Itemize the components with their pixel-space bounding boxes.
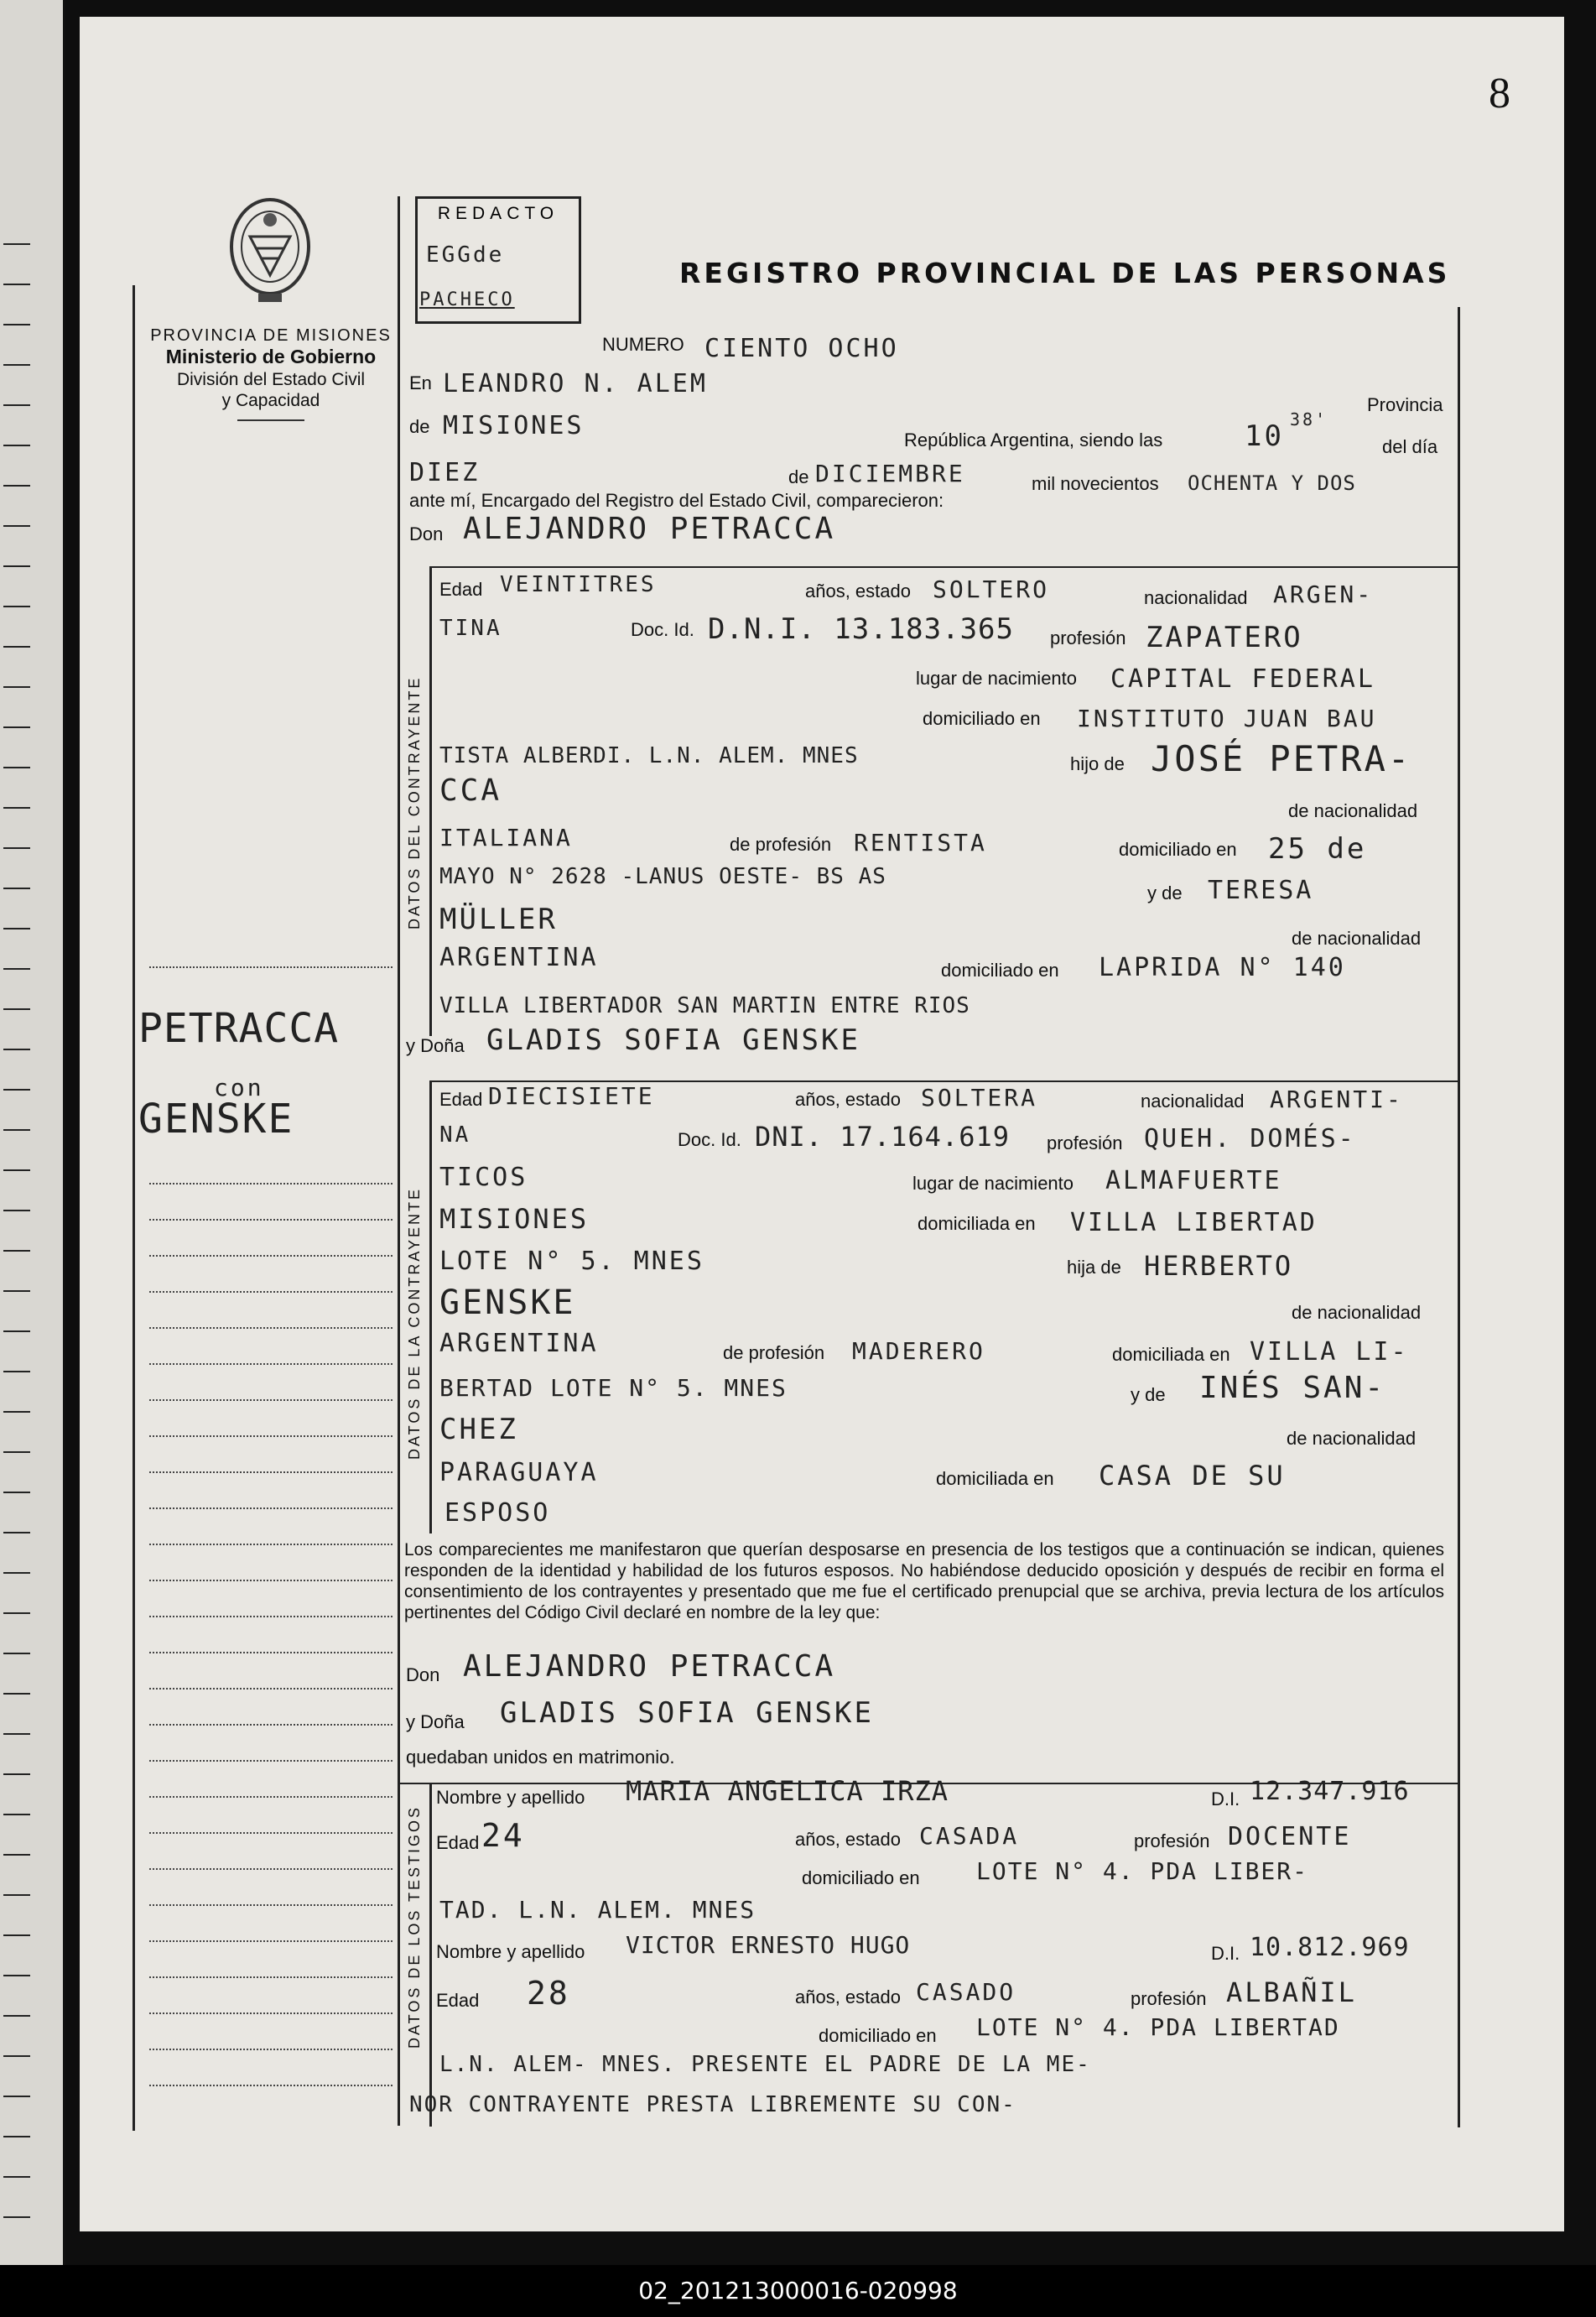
margin-dotted-line [149, 1219, 393, 1221]
gutter-tick [3, 767, 30, 768]
lugar-nac-label-2: lugar de nacimiento [912, 1173, 1074, 1194]
gutter-tick [3, 2216, 30, 2218]
lugar-nac-label: lugar de nacimiento [916, 668, 1078, 689]
contrayenta-nac: ARGENTI- [1270, 1086, 1403, 1113]
testigo1-di: 12.347.916 [1250, 1777, 1410, 1806]
gutter-tick [3, 1049, 30, 1050]
contrayenta-lugar-nac-2: MISIONES [439, 1203, 590, 1235]
de-nac-label-1: de nacionalidad [1288, 800, 1418, 821]
margin-dotted-line [149, 1183, 393, 1185]
margin-dotted-line [149, 1435, 393, 1437]
padre2-dom: VILLA LI- [1250, 1337, 1409, 1367]
quedaban-label: quedaban unidos en matrimonio. [406, 1747, 675, 1768]
madre2-nac: PARAGUAYA [439, 1458, 599, 1487]
profesion-label-4: profesión [1131, 1988, 1207, 2009]
testigo2-nombre: VICTOR ERNESTO HUGO [626, 1931, 911, 1959]
gutter-tick [3, 1975, 30, 1976]
margin-dotted-line [149, 1616, 393, 1617]
margin-dotted-line [149, 1940, 393, 1942]
padre-dom: 25 de [1268, 832, 1367, 866]
contrayente-estado: SOLTERO [933, 575, 1050, 603]
madre-dom-label: domiciliado en [941, 960, 1059, 981]
gutter-tick [3, 243, 30, 245]
padre2-name: HERBERTO [1144, 1250, 1294, 1282]
padre-name: JOSÉ PETRA- [1151, 738, 1412, 779]
don-label: Don [409, 523, 444, 544]
contrayenta-block-rule [429, 1080, 432, 1533]
madre2-name: INÉS SAN- [1199, 1371, 1386, 1405]
contrayente-nac: ARGEN- [1273, 581, 1374, 608]
issuing-authority [141, 325, 401, 421]
domiciliada-label: domiciliada en [918, 1213, 1036, 1234]
nacionalidad-label: nacionalidad [1144, 587, 1248, 608]
margin-dotted-line [149, 1760, 393, 1762]
gutter-tick [3, 1894, 30, 1896]
margin-dotted-line [149, 1255, 393, 1257]
gutter-tick [3, 565, 30, 567]
padre2-dom-label: domiciliada en [1112, 1344, 1230, 1365]
province-name: PROVINCIA DE MISIONES [150, 326, 392, 345]
testigo1-dom-label: domiciliado en [802, 1867, 920, 1888]
margin-dotted-line [149, 1291, 393, 1293]
madre-dom-2: VILLA LIBERTADOR SAN MARTIN ENTRE RIOS [439, 993, 970, 1018]
gutter-tick [3, 1572, 30, 1574]
testigo1-nombre: MARIA ANGELICA IRZA [626, 1775, 949, 1807]
margin-dotted-line [149, 1580, 393, 1581]
gutter-tick [3, 726, 30, 728]
contrayenta-dom: VILLA LIBERTAD [1070, 1208, 1318, 1237]
division-line-2: y Capacidad [221, 390, 320, 410]
madre-dom: LAPRIDA N° 140 [1099, 953, 1346, 982]
contrayente-top-rule [429, 566, 1458, 568]
en-label: En [409, 372, 432, 393]
numero-value: CIENTO OCHO [704, 334, 899, 363]
margin-dotted-line [149, 1796, 393, 1798]
gutter-tick [3, 525, 30, 527]
profesion-label-2: profesión [1047, 1132, 1123, 1153]
testigo1-dom-2: TAD. L.N. ALEM. MNES [439, 1896, 756, 1924]
margin-dotted-line [149, 1832, 393, 1834]
nacionalidad-label-2: nacionalidad [1141, 1091, 1245, 1112]
gutter-tick [3, 1250, 30, 1252]
madre2-dom-2: ESPOSO [444, 1498, 551, 1528]
gutter-tick [3, 1773, 30, 1775]
contrayenta-doc: DNI. 17.164.619 [755, 1121, 1010, 1153]
gutter-tick [3, 1653, 30, 1654]
contrayente-name: ALEJANDRO PETRACCA [463, 512, 836, 546]
gutter-tick [3, 1371, 30, 1372]
contrayente-nac-2: TINA [439, 616, 502, 641]
testigo1-edad: 24 [481, 1817, 525, 1854]
estado-label: años, estado [805, 581, 911, 601]
margin-dotted-line [149, 1471, 393, 1473]
doc-label-2: Doc. Id. [678, 1129, 741, 1150]
edad-label-3: Edad [436, 1832, 480, 1853]
testigo2-dom-3: NOR CONTRAYENTE PRESTA LIBREMENTE SU CON- [409, 2092, 1016, 2117]
gutter-tick [3, 1129, 30, 1131]
gutter-tick [3, 1693, 30, 1695]
profesion-label: profesión [1050, 627, 1126, 648]
gutter-tick [3, 2015, 30, 2017]
contrayente-lugar-nac: CAPITAL FEDERAL [1110, 664, 1375, 694]
margin-dotted-line [149, 1363, 393, 1365]
madre2-dom-label: domiciliada en [936, 1468, 1054, 1489]
contrayenta-nac-2: NA [439, 1122, 471, 1148]
edad-label-2: Edad [439, 1089, 483, 1110]
gutter-tick [3, 445, 30, 446]
gutter-tick [3, 686, 30, 688]
gutter-tick [3, 888, 30, 889]
binding-gutter [0, 0, 65, 2265]
margin-name-2: con [214, 1074, 264, 1101]
redacto-stamp [415, 196, 581, 324]
ante-mi-label: ante mí, Encargado del Registro del Estado Civil, comparecieron: [409, 490, 944, 511]
anio-value: OCHENTA Y DOS [1188, 471, 1356, 495]
margin-dotted-line [149, 1688, 393, 1690]
gutter-tick [3, 1612, 30, 1614]
edad-label: Edad [439, 579, 483, 600]
gutter-tick [3, 284, 30, 285]
contrayente-dom-2: TISTA ALBERDI. L.N. ALEM. MNES [439, 743, 859, 768]
margin-name-3: GENSKE [138, 1096, 294, 1143]
contrayenta-lugar-nac: ALMAFUERTE [1105, 1166, 1282, 1195]
gutter-tick [3, 1814, 30, 1815]
provincial-seal-icon [225, 195, 315, 310]
dia-value: DIEZ [409, 458, 481, 487]
testigo1-estado: CASADA [919, 1822, 1020, 1850]
margin-dotted-line [149, 2085, 393, 2086]
margin-dotted-line [149, 1724, 393, 1726]
padre2-name-2: GENSKE [439, 1283, 576, 1322]
testigo2-dom-label: domiciliado en [819, 2025, 937, 2046]
de-nac-label-4: de nacionalidad [1287, 1428, 1417, 1449]
de-label: de [409, 416, 430, 437]
gutter-tick [3, 807, 30, 809]
nombre-label-2: Nombre y apellido [436, 1941, 585, 1962]
margin-dotted-line [149, 1399, 393, 1401]
gutter-tick [3, 1733, 30, 1735]
margin-dotted-line [149, 966, 393, 968]
gutter-tick [3, 1210, 30, 1211]
margin-dotted-line [149, 1868, 393, 1870]
nombre-label-1: Nombre y apellido [436, 1787, 585, 1808]
madre2-dom: CASA DE SU [1099, 1460, 1286, 1492]
provincia-value: MISIONES [443, 411, 585, 440]
gutter-tick [3, 1008, 30, 1010]
y-de-label-2: y de [1131, 1384, 1166, 1405]
gutter-tick [3, 646, 30, 648]
union-dona: GLADIS SOFIA GENSKE [500, 1696, 874, 1730]
side-label-contrayente: DATOS DEL CONTRAYENTE [406, 675, 423, 929]
margin-dotted-line [149, 1904, 393, 1906]
division-line-1: División del Estado Civil [176, 369, 366, 389]
gutter-tick [3, 1290, 30, 1292]
domiciliado-label: domiciliado en [923, 708, 1041, 729]
estado-label-2: años, estado [795, 1089, 901, 1110]
left-margin-rule [133, 285, 135, 2131]
gutter-tick [3, 2096, 30, 2097]
padre-dom-2: MAYO N° 2628 -LANUS OESTE- BS AS [439, 864, 886, 889]
gutter-tick [3, 1411, 30, 1413]
contrayenta-prof-2: TICOS [439, 1163, 528, 1192]
form-right-rule [1458, 307, 1460, 2127]
contrayente-doc: D.N.I. 13.183.365 [708, 612, 1014, 646]
y-de-label: y de [1147, 883, 1183, 903]
contrayenta-name: GLADIS SOFIA GENSKE [486, 1023, 860, 1057]
gutter-tick [3, 1934, 30, 1936]
mes-value: DICIEMBRE [815, 460, 965, 487]
declaration-text: Los comparecientes me manifestaron que querían desposarse en presencia de los testigos que a continuación se indican, quienes responden de la identidad y habilidad de los futuros esposos. No habiéndose deducido oposición y después de recibir en forma el consentimiento de los contrayentes y presentado que me fue el certificado prenupcial que se archiva, previa lectura de los artículos pertinentes del Código Civil declaré en nombre de la ley que: [404, 1540, 1444, 1622]
de-profesion-label: de profesión [730, 834, 832, 855]
padre2-dom-2: BERTAD LOTE N° 5. MNES [439, 1374, 788, 1402]
gutter-tick [3, 2055, 30, 2057]
gutter-tick [3, 1169, 30, 1171]
padre2-nac: ARGENTINA [439, 1329, 599, 1358]
republica-label: República Argentina, siendo las [904, 430, 1163, 450]
hijo-de-label: hijo de [1070, 753, 1125, 774]
margin-dotted-line [149, 1327, 393, 1329]
contrayenta-dom-2: LOTE N° 5. MNES [439, 1247, 704, 1276]
numero-label: NUMERO [602, 334, 684, 355]
gutter-tick [3, 1451, 30, 1453]
y-dona-label-2: y Doña [406, 1711, 465, 1732]
gutter-tick [3, 1532, 30, 1533]
del-dia-label: del día [1382, 436, 1438, 457]
margin-dotted-line [149, 2012, 393, 2014]
estado-label-4: años, estado [795, 1986, 901, 2007]
gutter-tick [3, 1330, 30, 1332]
testigo2-dom-2: L.N. ALEM- MNES. PRESENTE EL PADRE DE LA ME- [439, 2052, 1091, 2077]
testigo2-dom: LOTE N° 4. PDA LIBERTAD [976, 2013, 1340, 2041]
estado-label-3: años, estado [795, 1829, 901, 1850]
padre2-prof: MADERERO [852, 1337, 985, 1365]
doc-label: Doc. Id. [631, 619, 694, 640]
don-label-2: Don [406, 1664, 440, 1685]
de2-label: de [788, 466, 809, 487]
madre-nac: ARGENTINA [439, 943, 599, 972]
gutter-tick [3, 1492, 30, 1493]
minutos-value: 38' [1290, 409, 1328, 430]
padre-prof: RENTISTA [854, 829, 987, 857]
testigo2-estado: CASADO [916, 1978, 1016, 2006]
side-label-testigos: DATOS DE LOS TESTIGOS [406, 1804, 423, 2049]
margin-dotted-line [149, 1652, 393, 1653]
margin-dotted-line [149, 1544, 393, 1545]
testigo1-prof: DOCENTE [1228, 1822, 1352, 1851]
madre2-name-2: CHEZ [439, 1413, 518, 1446]
gutter-tick [3, 485, 30, 487]
divider [237, 419, 304, 421]
de-nac-label-3: de nacionalidad [1292, 1302, 1422, 1323]
hora-value: 10 [1245, 419, 1284, 453]
gutter-tick [3, 968, 30, 970]
page-number: 8 [1489, 70, 1510, 117]
testigo1-dom: LOTE N° 4. PDA LIBER- [976, 1857, 1309, 1885]
gutter-tick [3, 2176, 30, 2178]
contrayenta-edad: DIECISIETE [488, 1082, 655, 1110]
gutter-tick [3, 364, 30, 366]
testigos-block-rule [429, 1783, 432, 2127]
di-label-2: D.I. [1211, 1943, 1240, 1964]
di-label-1: D.I. [1211, 1789, 1240, 1809]
contrayente-edad: VEINTITRES [500, 572, 657, 597]
contrayente-dom: INSTITUTO JUAN BAU [1077, 705, 1377, 732]
margin-dotted-line [149, 1976, 393, 1978]
testigo2-di: 10.812.969 [1250, 1933, 1410, 1962]
margin-name-1: PETRACCA [138, 1005, 340, 1052]
stamp-line-1: EGGde [426, 242, 505, 268]
contrayente-block-rule [429, 566, 432, 1036]
contrayente-prof: ZAPATERO [1146, 621, 1303, 654]
margin-dotted-line [149, 1507, 393, 1509]
form-left-rule [398, 196, 400, 2126]
gutter-tick [3, 928, 30, 929]
contrayenta-prof: QUEH. DOMÉS- [1144, 1124, 1356, 1153]
union-don: ALEJANDRO PETRACCA [463, 1649, 836, 1684]
edad-label-4: Edad [436, 1990, 480, 2011]
provincia-label: Provincia [1367, 394, 1443, 415]
side-label-contrayenta: DATOS DE LA CONTRAYENTE [406, 1186, 423, 1460]
lugar-value: LEANDRO N. ALEM [443, 369, 708, 398]
testigo2-edad: 28 [527, 1975, 570, 2012]
padre-nac: ITALIANA [439, 824, 573, 851]
de-nac-label-2: de nacionalidad [1292, 928, 1422, 949]
madre-name-2: MÜLLER [439, 903, 558, 936]
gutter-tick [3, 847, 30, 849]
gutter-tick [3, 404, 30, 406]
gutter-tick [3, 606, 30, 607]
stamp-title: REDACTO [437, 204, 559, 223]
mil-novecientos-label: mil novecientos [1032, 473, 1159, 494]
gutter-tick [3, 1854, 30, 1856]
page-title: REGISTRO PROVINCIAL DE LAS PERSONAS [679, 257, 1451, 289]
stamp-line-2: PACHECO [419, 289, 515, 310]
padre-dom-label: domiciliado en [1119, 839, 1237, 860]
testigo2-prof: ALBAÑIL [1226, 1976, 1357, 2008]
de-profesion-label-2: de profesión [723, 1342, 825, 1363]
hija-de-label: hija de [1067, 1257, 1121, 1278]
y-dona-label: y Doña [406, 1035, 465, 1056]
ministry-name: Ministerio de Gobierno [165, 346, 377, 367]
gutter-tick [3, 324, 30, 325]
margin-dotted-line [149, 2049, 393, 2050]
gutter-tick [3, 2136, 30, 2137]
contrayenta-estado: SOLTERA [921, 1084, 1038, 1112]
scan-caption: 02_201213000016-020998 [638, 2277, 958, 2304]
madre-name: TERESA [1208, 876, 1314, 905]
gutter-tick [3, 1089, 30, 1091]
padre-name-2: CCA [439, 773, 502, 808]
profesion-label-3: profesión [1134, 1830, 1210, 1851]
